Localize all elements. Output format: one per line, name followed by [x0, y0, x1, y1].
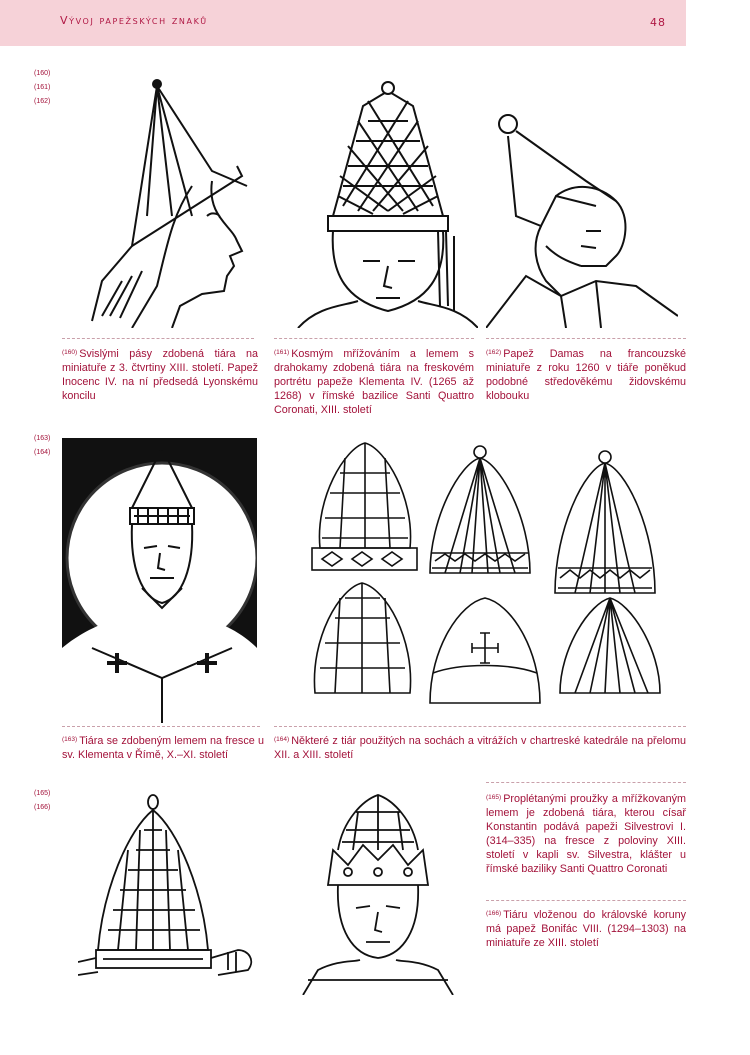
illustration-160-pope-tiara-vertical-stripes: [62, 66, 252, 328]
running-title: Vývoj papežských znaků: [60, 14, 208, 27]
caption-number: (162): [486, 349, 502, 356]
figure-number-166: (166): [34, 804, 51, 811]
caption-text: Kosmým mřížováním a lemem s drahokamy zdobená tiára na freskovém portrétu papeže Klementa IV. (1265 až 1268) v římské bazilice Santi Quattro Coronati, XIII. století: [274, 348, 474, 416]
caption-text: Tiára se zdobeným lemem na fresce u sv. Klementa v Římě, X.–XI. století: [62, 735, 264, 761]
separator-161: [274, 338, 474, 339]
illustration-164-six-tiaras: [300, 438, 685, 710]
figure-number-163: (163): [34, 435, 51, 442]
caption-text: Papež Damas na francouzské miniatuře z roku 1260 v tiáře poněkud podobné středověkému židovskému klobouku: [486, 348, 686, 402]
separator-166: [486, 900, 686, 901]
caption-160: [62, 346, 258, 403]
illustration-162-pope-damas: [486, 106, 678, 328]
illustration-166-boniface-crown: [298, 790, 478, 995]
page-number: 48: [650, 16, 666, 29]
separator-165: [486, 782, 686, 783]
caption-number: (164): [274, 736, 290, 743]
figure-number-161: (161): [34, 84, 51, 91]
caption-164: [274, 733, 686, 762]
caption-number: (163): [62, 736, 78, 743]
illustration-161-tiara-lattice: [288, 66, 478, 328]
illustration-165-tiara-woven: [78, 790, 258, 995]
figure-number-165: (165): [34, 790, 51, 797]
caption-number: (160): [62, 349, 78, 356]
figure-number-162: (162): [34, 98, 51, 105]
caption-166: [486, 907, 686, 950]
separator-160: [62, 338, 254, 339]
caption-number: (166): [486, 910, 502, 917]
separator-163: [62, 726, 260, 727]
caption-163: [62, 733, 264, 762]
caption-162: [486, 346, 686, 403]
caption-text: Některé z tiár použitých na sochách a vitrážích v chartreské katedrále na přelomu XII. a XIII. století: [274, 735, 686, 761]
caption-text: Proplétanými proužky a mřížkovaným lemem je zdobená tiára, kterou císař Konstantin podává papeži Silvestrovi I. (314–335) na fresce z poloviny XIII. století v kapli sv. Silvestra, klášter u římské baziliky Santi Quattro Coronati: [486, 793, 686, 875]
caption-number: (161): [274, 349, 290, 356]
caption-161: [274, 346, 474, 417]
separator-164: [274, 726, 686, 727]
caption-text: Svislými pásy zdobená tiára na miniatuře z 3. čtvrtiny XIII. století. Papež Inocenc IV. na ní předsedá Lyonskému koncilu: [62, 348, 258, 402]
illustration-163-fresco-pope: [62, 438, 257, 723]
caption-165: [486, 791, 686, 876]
caption-number: (165): [486, 794, 502, 801]
page-header: [0, 0, 686, 46]
figure-number-160: (160): [34, 70, 51, 77]
figure-number-164: (164): [34, 449, 51, 456]
caption-text: Tiáru vloženou do královské koruny má papež Bonifác VIII. (1294–1303) na miniatuře ze XIII. století: [486, 909, 686, 949]
separator-162: [486, 338, 686, 339]
